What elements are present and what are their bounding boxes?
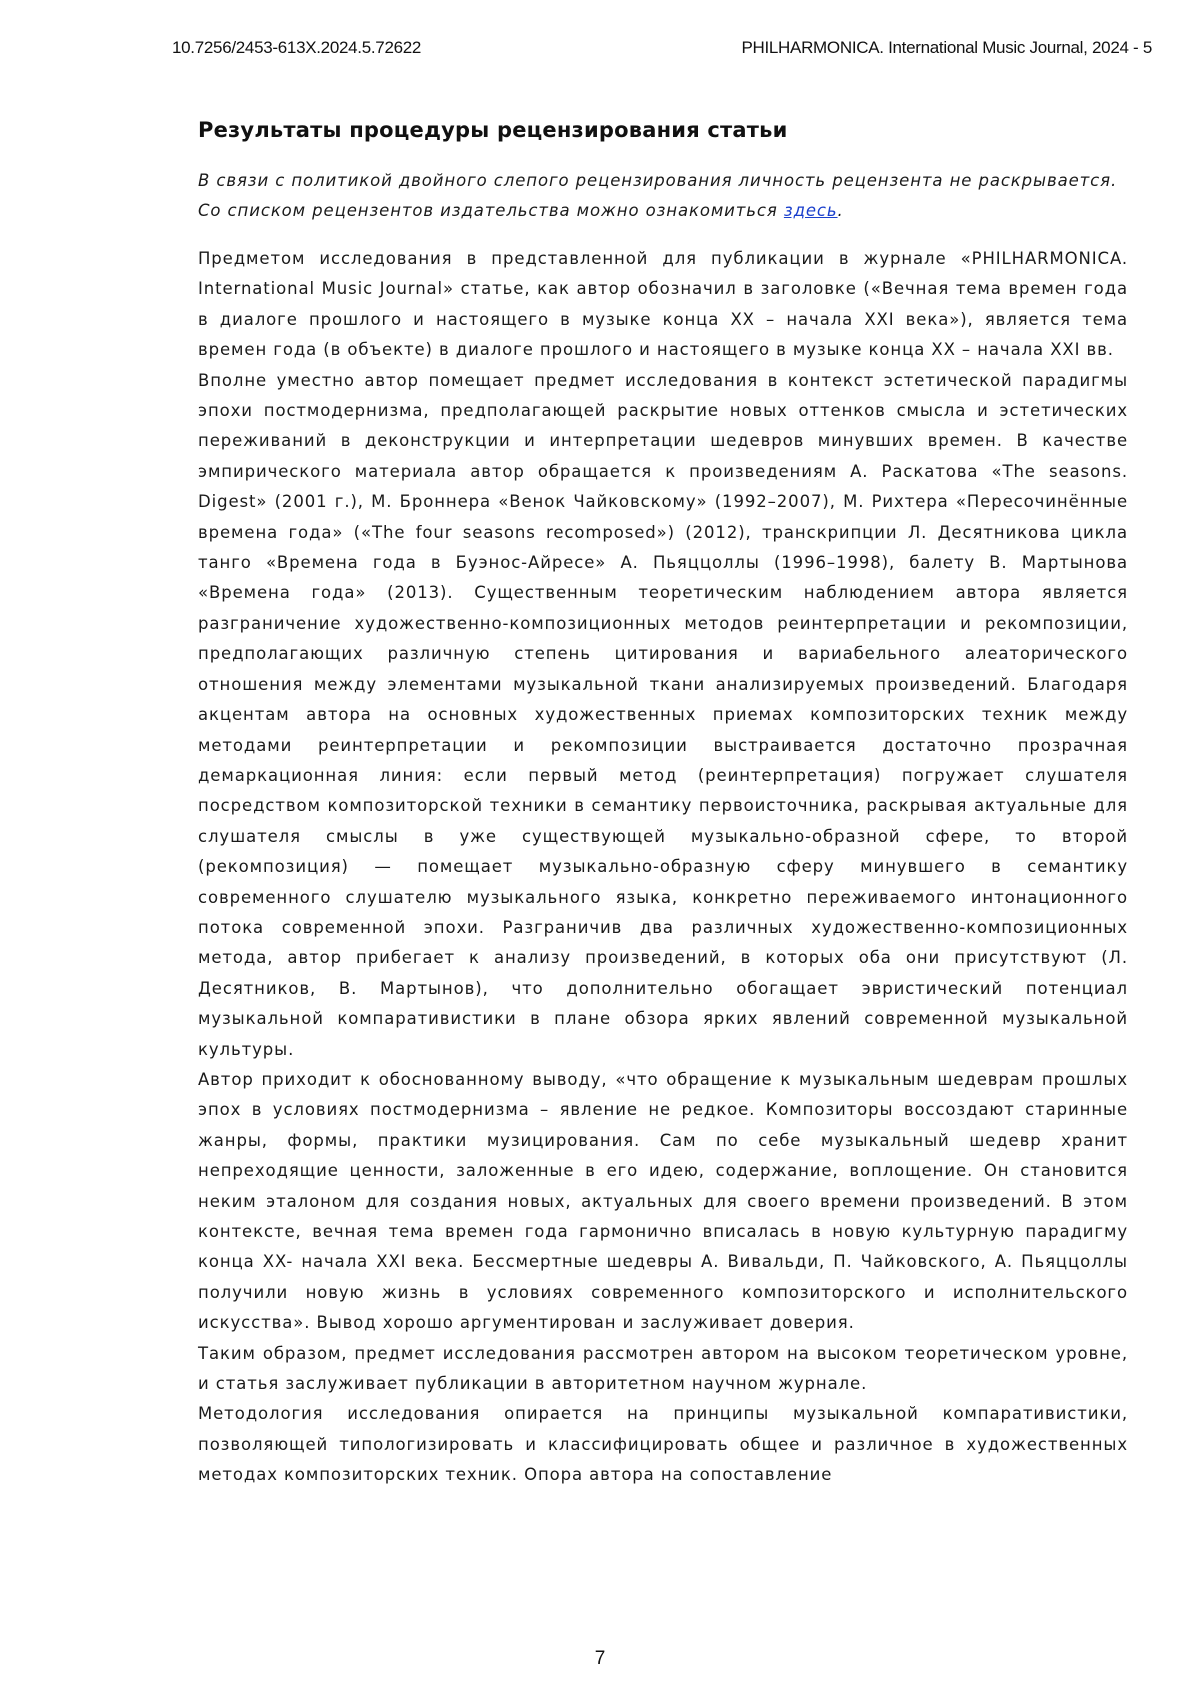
journal-title: PHILHARMONICA. International Music Journal, 2024 - 5 (741, 38, 1152, 57)
paragraph: Предметом исследования в представленной для публикации в журнале «PHILHARMONICA. International Music Journal» статье, как автор обозначил в заголовке («Вечная тема времен года в диалоге прошлого и настоящего в музыке конца XX – начала XXI века»), является тема времен года (в объекте) в диалоге прошлого и настоящего в музыке конца XX – начала XXI вв. (198, 249, 1128, 360)
review-note-line-1: В связи с политикой двойного слепого рецензирования личность рецензента не раскрывается. (198, 171, 1118, 190)
paragraph: Вполне уместно автор помещает предмет исследования в контекст эстетической парадигмы эпохи постмодернизма, предполагающей раскрытие новых оттенков смысла и эстетических переживаний в деконструкции и интерпретации шедевров минувших времен. В качестве эмпирического материала автор обращается к произведениям А. Раскатова «The seasons. Digest» (2001 г.), М. Броннера «Венок Чайковскому» (1992–2007), М. Рихтера «Пересочинённые времена года» («The four seasons recomposed») (2012), транскрипции Л. Десятникова цикла танго «Времена года в Буэнос-Айресе» А. Пьяццоллы (1996–1998), балету В. Мартынова «Времена года» (2013). Существенным теоретическим наблюдением автора является разграничение художественно-композиционных методов реинтерпретации и рекомпозиции, предполагающих различную степень цитирования и вариабельного алеаторического отношения между элементами музыкальной ткани анализируемых произведений. Благодаря акцентам автора на основных художественных приемах композиторских техник между методами реинтерпретации и рекомпозиции выстраивается достаточно прозрачная демаркационная линия: если первый метод (реинтерпретация) погружает слушателя посредством композиторской техники в семантику первоисточника, раскрывая актуальные для слушателя смыслы в уже существующей музыкально-образной сфере, то второй (рекомпозиция) — помещает музыкально-образную сферу минувшего в семантику современного слушателю музыкального языка, конкретно переживаемого интонационного потока современной эпохи. Разграничив два различных художественно-композиционных метода, автор прибегает к анализу произведений, в которых оба они присутствуют (Л. Десятников, В. Мартынов), что дополнительно обогащает эвристический потенциал музыкальной компаративистики в плане обзора ярких явлений современной музыкальной культуры. (198, 370, 1128, 1059)
review-body (198, 244, 1128, 1491)
section-title: Результаты процедуры рецензирования статьи (198, 118, 788, 142)
main-content (198, 118, 1128, 1491)
reviewers-link[interactable]: здесь (783, 201, 838, 220)
review-note-suffix: . (837, 201, 844, 220)
review-note (198, 166, 1128, 226)
page-number: 7 (594, 1648, 606, 1669)
running-header (0, 38, 1200, 64)
paragraph: Таким образом, предмет исследования рассмотрен автором на высоком теоретическом уровне, и статья заслуживает публикации в авторитетном научном журнале. (198, 1343, 1128, 1394)
review-note-line-2 (198, 196, 1128, 226)
paragraph: Методология исследования опирается на принципы музыкальной компаративистики, позволяющей типологизировать и классифицировать общее и различное в художественных методах композиторских техник. Опора автора на сопоставление (198, 1404, 1128, 1485)
review-note-prefix: Со списком рецензентов издательства можно ознакомиться (198, 201, 784, 220)
paragraph: Автор приходит к обоснованному выводу, «что обращение к музыкальным шедеврам прошлых эпох в условиях постмодернизма – явление не редкое. Композиторы воссоздают старинные жанры, формы, практики музицирования. Сам по себе музыкальный шедевр хранит непреходящие ценности, заложенные в его идею, содержание, воплощение. Он становится неким эталоном для создания новых, актуальных для своего времени произведений. В этом контексте, вечная тема времен года гармонично вписалась в новую культурную парадигму конца XX- начала XXI века. Бессмертные шедевры А. Вивальди, П. Чайковского, А. Пьяццоллы получили новую жизнь в условиях современного композиторского и исполнительского искусства». Вывод хорошо аргументирован и заслуживает доверия. (198, 1069, 1128, 1333)
doi-text: 10.7256/2453-613X.2024.5.72622 (172, 38, 422, 57)
